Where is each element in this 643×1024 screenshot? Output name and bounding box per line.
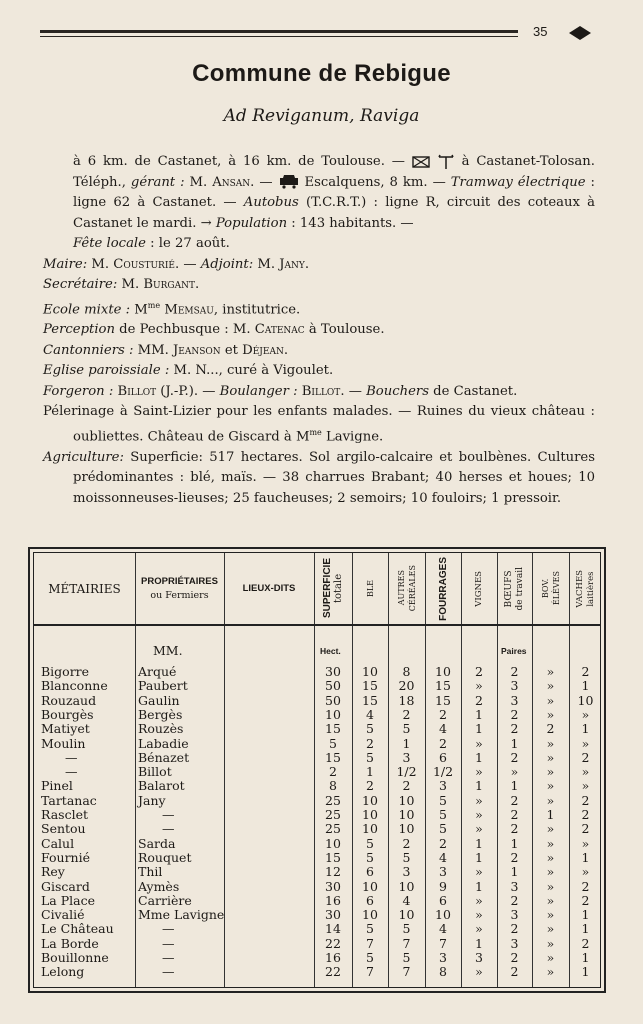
bov-eleves-cell: » <box>546 735 555 751</box>
fourrages-cell: 15 <box>435 692 451 708</box>
superficie-cell: 16 <box>325 950 341 965</box>
ble-cell: 10 <box>362 821 378 837</box>
ble-cell: 10 <box>362 907 378 923</box>
superficie-cell: 22 <box>325 935 341 951</box>
boeufs-cell: 1 <box>510 778 519 794</box>
ble-cell: 5 <box>366 950 374 965</box>
vignes-cell: » <box>475 821 483 837</box>
metairie-cell: — <box>65 764 78 780</box>
boeufs-cell: 3 <box>510 935 519 951</box>
proprietaire-cell: — <box>162 921 175 937</box>
bov-eleves-cell: » <box>546 678 555 694</box>
vaches-cell: 1 <box>581 921 590 937</box>
fourrages-cell: 3 <box>439 950 447 965</box>
ble-cell: 10 <box>362 878 378 894</box>
superficie-cell: 25 <box>325 807 341 822</box>
metairie-cell: Civalié <box>41 907 85 923</box>
metairie-cell: Moulin <box>41 735 86 751</box>
fourrages-cell: 4 <box>439 921 447 937</box>
fourrages-cell: 9 <box>439 878 447 894</box>
agriculture-paragraph: Agriculture: Superficie: 517 hectares. Sol argilo-calcaire et boulbènes. Cultures prédominantes : blé, maïs. — 38 charrues Brabant; 40 herses et houes; 10 moissonneuses-lieuses; 25 faucheuses; 2 semoirs; 10 fouloirs; 1 pressoir. <box>43 449 595 506</box>
superficie-cell: 30 <box>325 664 341 679</box>
ble-cell: 5 <box>366 921 374 937</box>
vaches-cell: 2 <box>581 892 590 908</box>
table-row <box>34 907 600 922</box>
header-bov-eleves: BOV. ÉLÈVES <box>540 571 561 606</box>
vaches-cell: 1 <box>581 721 590 737</box>
vaches-cell: 2 <box>581 792 590 808</box>
table-row <box>34 807 600 822</box>
ble-cell: 10 <box>362 664 378 679</box>
unit-hectares: Hect. <box>320 646 341 656</box>
metairie-cell: La Place <box>41 892 95 908</box>
autres-cereales-cell: 18 <box>398 692 415 708</box>
page-subtitle: Ad Reviganum, Raviga <box>223 106 420 126</box>
table-row <box>34 693 600 708</box>
bov-eleves-cell: » <box>546 764 555 780</box>
vignes-cell: 1 <box>475 706 483 722</box>
autres-cereales-cell: 3 <box>402 749 411 765</box>
boeufs-cell: 2 <box>510 892 519 908</box>
fourrages-cell: 3 <box>439 864 447 880</box>
table-row <box>34 879 600 894</box>
boeufs-cell: 3 <box>510 692 519 708</box>
boeufs-cell: 3 <box>510 678 519 694</box>
fourrages-cell: 2 <box>439 735 447 751</box>
proprietaire-cell: Bergès <box>138 706 183 722</box>
boeufs-cell: » <box>510 764 519 780</box>
maire-line: Maire: M. Cousturié. — Adjoint: M. Jany. <box>43 256 310 272</box>
vaches-cell: 10 <box>577 692 594 708</box>
bov-eleves-cell: » <box>546 935 555 951</box>
metairie-cell: Fournié <box>41 849 90 865</box>
vaches-cell: 1 <box>581 678 590 694</box>
table-row <box>34 950 600 965</box>
fourrages-cell: 6 <box>439 749 447 765</box>
superficie-cell: 8 <box>329 778 337 794</box>
autres-cereales-cell: 3 <box>402 864 411 880</box>
vaches-cell: 2 <box>581 821 590 837</box>
bov-eleves-cell: » <box>546 950 555 965</box>
vignes-cell: » <box>475 764 483 780</box>
bov-eleves-cell: » <box>546 864 555 880</box>
farms-table-inner <box>33 552 601 988</box>
boeufs-cell: 2 <box>510 921 519 937</box>
ble-cell: 2 <box>366 778 374 794</box>
autres-cereales-cell: 5 <box>402 921 411 937</box>
unit-paires: Paires <box>501 646 527 656</box>
fourrages-cell: 10 <box>435 664 451 679</box>
vaches-cell: » <box>581 864 590 880</box>
superficie-cell: 25 <box>325 821 341 837</box>
header-lieux-dits: LIEUX-DITS <box>242 582 296 594</box>
vignes-cell: » <box>475 907 483 923</box>
boeufs-cell: 2 <box>510 807 519 822</box>
page-number: 35 <box>533 24 548 39</box>
diamond-icon <box>569 26 591 40</box>
proprietaire-cell: Bénazet <box>138 749 190 765</box>
table-row <box>34 921 600 936</box>
header-vaches: VACHES laitières <box>574 569 596 608</box>
fourrages-cell: 3 <box>439 778 447 794</box>
ble-cell: 1 <box>366 764 374 780</box>
bov-eleves-cell: » <box>546 778 555 794</box>
autres-cereales-cell: 5 <box>402 950 411 965</box>
pelerinage-paragraph: Pélerinage à Saint-Lizier pour les enfants malades. — Ruines du vieux château : oubliettes. Château de Giscard à $M^{me}$ Lavigne. <box>43 404 595 445</box>
envelope-icon <box>412 156 430 168</box>
autres-cereales-cell: 10 <box>398 807 415 822</box>
table-row <box>34 864 600 879</box>
vaches-cell: » <box>581 778 590 794</box>
superficie-cell: 14 <box>325 921 341 937</box>
ble-cell: 10 <box>362 807 378 822</box>
vignes-cell: » <box>475 735 483 751</box>
metairie-cell: Rey <box>41 864 65 880</box>
metairie-cell: Bouillonne <box>41 950 109 965</box>
ble-cell: 5 <box>366 835 374 851</box>
metairie-cell: Blanconne <box>41 678 108 694</box>
ble-cell: 6 <box>366 864 374 880</box>
autres-cereales-cell: 2 <box>402 706 411 722</box>
vaches-cell: 2 <box>581 935 590 951</box>
fourrages-cell: 4 <box>439 721 447 737</box>
fete-locale-line: Fête locale : le 27 août. <box>73 236 230 251</box>
table-row <box>34 664 600 679</box>
proprietaire-cell: Thil <box>138 864 163 880</box>
superficie-cell: 50 <box>325 692 341 708</box>
boeufs-cell: 2 <box>510 721 519 737</box>
bov-eleves-cell: » <box>546 892 555 908</box>
boeufs-cell: 2 <box>510 950 519 965</box>
proprietaire-cell: Sarda <box>138 835 176 851</box>
vignes-cell: 3 <box>475 950 483 965</box>
table-row <box>34 764 600 779</box>
superficie-cell: 22 <box>325 964 341 980</box>
fourrages-cell: 1/2 <box>432 764 454 780</box>
superficie-cell: 15 <box>325 849 341 865</box>
table-row <box>34 678 600 693</box>
metairie-cell: Bourgès <box>41 706 94 722</box>
forgeron-line: Forgeron : Billot (J.-P.). — Boulanger : Billot. — Bouchers de Castanet. <box>43 383 518 399</box>
bov-eleves-cell: 1 <box>546 807 555 822</box>
ble-cell: 15 <box>362 678 378 694</box>
vignes-cell: 1 <box>475 749 483 765</box>
eglise-line: Eglise paroissiale : M. N..., curé à Vigoulet. <box>43 363 334 379</box>
header-fourrages: FOURRAGES <box>437 556 449 621</box>
metairie-cell: Lelong <box>41 964 85 980</box>
vaches-cell: 1 <box>581 964 590 980</box>
autres-cereales-cell: 2 <box>402 835 411 851</box>
fourrages-cell: 5 <box>439 821 447 837</box>
vaches-cell: 2 <box>581 749 590 765</box>
bov-eleves-cell: » <box>546 821 555 837</box>
autres-cereales-cell: 7 <box>402 964 411 980</box>
superficie-cell: 15 <box>325 749 341 765</box>
ble-cell: 2 <box>366 735 374 751</box>
bov-eleves-cell: » <box>546 921 555 937</box>
metairie-cell: Bigorre <box>41 664 90 679</box>
bov-eleves-cell: » <box>546 664 555 679</box>
header-metairies: MÉTAIRIES <box>48 581 121 596</box>
proprietaire-cell: Jany <box>138 792 166 808</box>
vaches-cell: 2 <box>581 807 590 822</box>
proprietaire-cell: Mme Lavigne <box>138 907 225 923</box>
vaches-cell: 1 <box>581 849 590 865</box>
ble-cell: 10 <box>362 792 378 808</box>
metairie-cell: — <box>65 749 78 765</box>
perception-line: Perception de Pechbusque : M. Catenac à Toulouse. <box>43 322 385 338</box>
proprietaire-cell: Labadie <box>138 735 189 751</box>
telegraph-icon <box>437 154 455 170</box>
cantonniers-line: Cantonniers : MM. Jeanson et Déjean. <box>43 342 289 358</box>
metairie-cell: Rouzaud <box>41 692 97 708</box>
bov-eleves-cell: » <box>546 706 555 722</box>
proprietaire-cell: — <box>162 950 175 965</box>
superficie-cell: 30 <box>325 878 341 894</box>
metairie-cell: Tartanac <box>41 792 97 808</box>
train-station-icon <box>278 175 300 189</box>
superficie-cell: 16 <box>325 892 341 908</box>
vignes-cell: » <box>475 921 483 937</box>
ble-cell: 5 <box>366 749 374 765</box>
proprietaire-cell: Aymès <box>138 878 180 894</box>
autres-cereales-cell: 2 <box>402 778 411 794</box>
intro-paragraph: à 6 km. de Castanet, à 16 km. de Toulouse. — à Castanet-Tolosan. Téléph., gérant : M. Ansan. — Escalquens, 8 km. — Tramway électrique : ligne 62 à Castanet. — Autobus (T.C.R.T.) : ligne R, circuit des coteaux à Castanet le mardi. → Population : 143 habitants. — <box>73 154 596 231</box>
proprietaire-cell: Billot <box>138 764 172 780</box>
bov-eleves-cell: » <box>546 878 555 894</box>
vaches-cell: 2 <box>581 664 590 679</box>
autres-cereales-cell: 8 <box>402 664 411 679</box>
metairie-cell: Sentou <box>41 821 86 837</box>
vaches-cell: » <box>581 764 590 780</box>
table-row <box>34 707 600 722</box>
proprietaire-cell: Balarot <box>138 778 185 794</box>
boeufs-cell: 2 <box>510 849 519 865</box>
vignes-cell: » <box>475 892 483 908</box>
superficie-cell: 5 <box>329 735 337 751</box>
vignes-cell: 1 <box>475 878 483 894</box>
metairie-cell: Giscard <box>41 878 90 894</box>
header-boeufs: BŒUFS de travail <box>503 566 525 611</box>
ble-cell: 5 <box>366 849 374 865</box>
fourrages-cell: 15 <box>435 678 451 694</box>
fourrages-cell: 10 <box>435 907 451 923</box>
autres-cereales-cell: 10 <box>398 907 415 923</box>
superficie-cell: 10 <box>325 706 341 722</box>
mm-label: MM. <box>153 643 183 658</box>
metairie-cell: Matiyet <box>41 721 90 737</box>
page-title: Commune de Rebigue <box>192 60 451 87</box>
proprietaire-cell: Arqué <box>138 664 177 679</box>
ble-cell: 5 <box>366 721 374 737</box>
boeufs-cell: 1 <box>510 835 519 851</box>
boeufs-cell: 2 <box>510 706 519 722</box>
boeufs-cell: 1 <box>510 735 519 751</box>
vignes-cell: 1 <box>475 835 483 851</box>
bov-eleves-cell: » <box>546 907 555 923</box>
header-vignes: VIGNES <box>473 570 484 607</box>
autres-cereales-cell: 4 <box>402 892 411 908</box>
vaches-cell: 1 <box>581 907 590 923</box>
table-row <box>34 850 600 865</box>
vignes-cell: » <box>475 964 483 980</box>
vignes-cell: 1 <box>475 778 483 794</box>
header-autres-cereales: AUTRES CÉRÉALES <box>396 565 417 612</box>
metairie-cell: Calul <box>41 835 75 851</box>
vignes-cell: » <box>475 807 483 822</box>
bov-eleves-cell: » <box>546 835 555 851</box>
table-row <box>34 964 600 979</box>
bov-eleves-cell: 2 <box>546 721 555 737</box>
boeufs-cell: 2 <box>510 964 519 980</box>
vignes-cell: » <box>475 864 483 880</box>
header-superficie: SUPERFICIE totale <box>322 558 344 619</box>
vignes-cell: 2 <box>475 692 483 708</box>
boeufs-cell: 2 <box>510 792 519 808</box>
vignes-cell: » <box>475 678 483 694</box>
vignes-cell: 1 <box>475 935 483 951</box>
proprietaire-cell: — <box>162 964 175 980</box>
table-row <box>34 793 600 808</box>
ble-cell: 7 <box>366 935 374 951</box>
vignes-cell: 1 <box>475 849 483 865</box>
superficie-cell: 10 <box>325 835 341 851</box>
autres-cereales-cell: 20 <box>398 678 415 694</box>
proprietaire-cell: Gaulin <box>138 692 180 708</box>
metairie-cell: Rasclet <box>41 807 88 822</box>
fourrages-cell: 7 <box>439 935 447 951</box>
table-row <box>34 936 600 951</box>
header-proprietaires: PROPRIÉTAIRES ou Fermiers <box>141 575 218 601</box>
bov-eleves-cell: » <box>546 749 555 765</box>
header-divider <box>34 624 600 626</box>
bov-eleves-cell: » <box>546 792 555 808</box>
fourrages-cell: 5 <box>439 807 447 822</box>
vignes-cell: 2 <box>475 664 483 679</box>
superficie-cell: 25 <box>325 792 341 808</box>
proprietaire-cell: Paubert <box>138 678 188 694</box>
superficie-cell: 12 <box>325 864 341 880</box>
bov-eleves-cell: » <box>546 849 555 865</box>
proprietaire-cell: Rouquet <box>138 849 192 865</box>
bov-eleves-cell: » <box>546 692 555 708</box>
superficie-cell: 2 <box>329 764 337 780</box>
farms-table <box>28 547 606 993</box>
autres-cereales-cell: 5 <box>402 721 411 737</box>
fourrages-cell: 2 <box>439 835 447 851</box>
proprietaire-cell: — <box>162 821 175 837</box>
header-rule-thin <box>40 36 518 37</box>
table-row <box>34 721 600 736</box>
superficie-cell: 30 <box>325 907 341 923</box>
boeufs-cell: 3 <box>510 878 519 894</box>
bov-eleves-cell: » <box>546 964 555 980</box>
header-ble: BLÉ <box>365 579 375 598</box>
autres-cereales-cell: 1 <box>402 735 411 751</box>
fourrages-cell: 2 <box>439 706 447 722</box>
proprietaire-cell: — <box>162 807 175 822</box>
ble-cell: 4 <box>366 706 374 722</box>
boeufs-cell: 2 <box>510 821 519 837</box>
ble-cell: 6 <box>366 892 374 908</box>
vaches-cell: » <box>581 706 590 722</box>
fourrages-cell: 8 <box>439 964 447 980</box>
superficie-cell: 50 <box>325 678 341 694</box>
ecole-line: Ecole mixte : $M^{me}$ Memsau, institutrice. <box>43 300 301 317</box>
table-row <box>34 836 600 851</box>
vaches-cell: » <box>581 835 590 851</box>
boeufs-cell: 2 <box>510 664 519 679</box>
boeufs-cell: 2 <box>510 749 519 765</box>
header-rule <box>40 30 518 33</box>
autres-cereales-cell: 10 <box>398 792 415 808</box>
proprietaire-cell: Carrière <box>138 892 192 908</box>
vaches-cell: » <box>581 735 590 751</box>
table-row <box>34 821 600 836</box>
ble-cell: 15 <box>362 692 378 708</box>
metairie-cell: Pinel <box>41 778 73 794</box>
boeufs-cell: 1 <box>510 864 519 880</box>
fourrages-cell: 5 <box>439 792 447 808</box>
table-row <box>34 893 600 908</box>
proprietaire-cell: — <box>162 935 175 951</box>
proprietaire-cell: Rouzès <box>138 721 184 737</box>
table-row <box>34 778 600 793</box>
autres-cereales-cell: 5 <box>402 849 411 865</box>
vignes-cell: 1 <box>475 721 483 737</box>
metairie-cell: Le Château <box>41 921 114 937</box>
ble-cell: 7 <box>366 964 374 980</box>
table-row <box>34 736 600 751</box>
fourrages-cell: 6 <box>439 892 447 908</box>
secretaire-line: Secrétaire: M. Burgant. <box>43 277 200 292</box>
table-row <box>34 750 600 765</box>
fourrages-cell: 4 <box>439 849 447 865</box>
autres-cereales-cell: 10 <box>398 821 415 837</box>
vaches-cell: 1 <box>581 950 590 965</box>
autres-cereales-cell: 1/2 <box>396 764 417 780</box>
commune-description <box>43 152 595 509</box>
vaches-cell: 2 <box>581 878 590 894</box>
superficie-cell: 15 <box>325 721 341 737</box>
metairie-cell: La Borde <box>41 935 99 951</box>
boeufs-cell: 3 <box>510 907 519 923</box>
autres-cereales-cell: 10 <box>398 878 415 894</box>
vignes-cell: » <box>475 792 483 808</box>
autres-cereales-cell: 7 <box>402 935 411 951</box>
